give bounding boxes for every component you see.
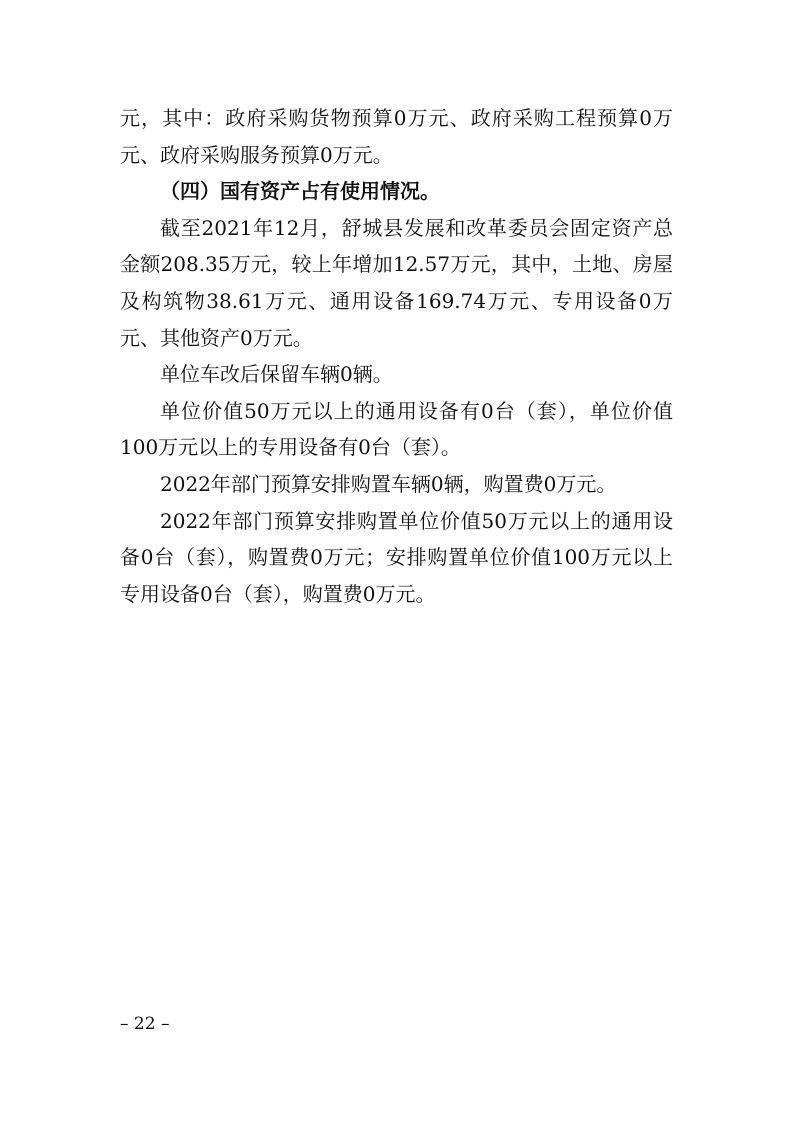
paragraph-procurement-continued: 元，其中：政府采购货物预算0万元、政府采购工程预算0万元、政府采购服务预算0万元。 [120, 106, 673, 167]
paragraph-vehicle-purchase: 2022年部门预算安排购置车辆0辆，购置费0万元。 [160, 471, 617, 496]
section-heading-state-assets: （四）国有资产占有使用情况。 [160, 179, 440, 204]
paragraph-equipment-value: 单位价值50万元以上的通用设备有0台（套），单位价值100万元以上的专用设备有0台（套）。 [120, 398, 673, 460]
paragraph-fixed-assets: 截至2021年12月，舒城县发展和改革委员会固定资产总金额208.35万元，较上年增加12.57万元，其中，土地、房屋及构筑物38.61万元、通用设备169.74万元、专用设备0万元、其他资产0万元。 [120, 215, 673, 350]
document-body [120, 100, 673, 612]
paragraph-vehicles-retained: 单位车改后保留车辆0辆。 [160, 362, 393, 387]
page-number: – 22 – [120, 1014, 170, 1034]
paragraph-equipment-purchase: 2022年部门预算安排购置单位价值50万元以上的通用设备0台（套），购置费0万元；安排购置单位价值100万元以上专用设备0台（套），购置费0万元。 [120, 508, 673, 606]
